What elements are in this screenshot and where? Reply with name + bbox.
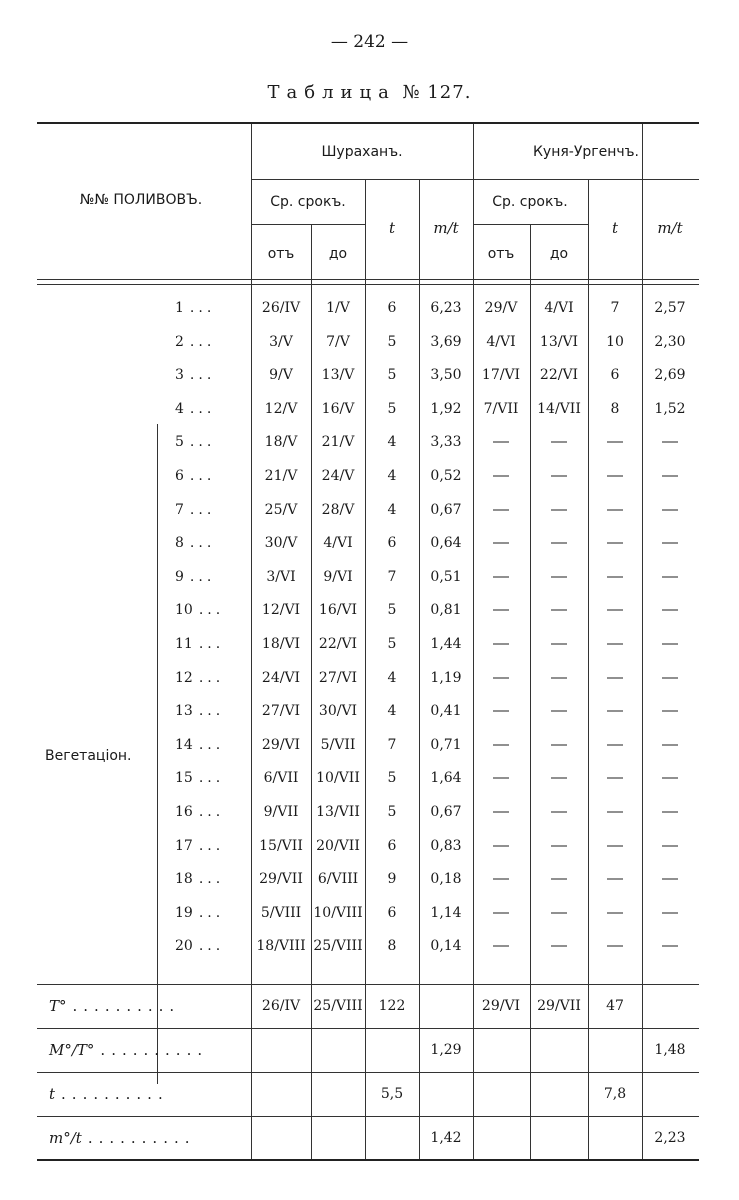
- table-cell: 0,51: [430, 568, 462, 585]
- table-cell: 18/VIII: [256, 938, 306, 955]
- group-label-vegetation: Вегетацiон.: [45, 748, 132, 764]
- summary-label: m°/t ..........: [49, 1129, 196, 1147]
- empty-dash: [607, 644, 623, 645]
- table-cell: 25/V: [264, 501, 298, 518]
- summary-cell: 5,5: [380, 1086, 404, 1102]
- row-number: 8 ...: [175, 535, 216, 552]
- empty-dash: [607, 677, 623, 678]
- table-cell: 0,71: [430, 736, 462, 753]
- table-cell: 3/VI: [266, 568, 296, 585]
- summary-cell: 26/IV: [261, 998, 301, 1014]
- empty-dash: [607, 543, 623, 544]
- table-cell: 7/V: [326, 333, 350, 350]
- table-cell: 13/V: [321, 367, 355, 384]
- empty-dash: [662, 879, 678, 880]
- summary-cell: 1,42: [430, 1130, 462, 1146]
- empty-dash: [662, 845, 678, 846]
- table-cell: 6,23: [430, 300, 462, 316]
- summary-rule: [37, 1116, 699, 1117]
- table-cell: 4/VI: [486, 333, 516, 350]
- empty-dash: [551, 946, 567, 947]
- header-from-1: отъ: [267, 246, 295, 262]
- table-cell: 10: [606, 333, 624, 350]
- empty-dash: [493, 476, 509, 477]
- table-cell: 4: [387, 703, 397, 720]
- col-divider: [311, 224, 312, 1159]
- header-rule: [251, 179, 699, 180]
- empty-dash: [662, 576, 678, 577]
- table-cell: 5/VII: [320, 736, 356, 753]
- table-cell: 0,18: [430, 871, 462, 888]
- row-number-value: 6: [175, 468, 184, 484]
- header-station-kunya-urgench: Куня-Ургенчъ.: [532, 144, 640, 160]
- table-cell: 29/V: [484, 300, 518, 316]
- row-number: 3 ...: [175, 367, 216, 384]
- empty-dash: [493, 543, 509, 544]
- table-cell: 0,67: [430, 804, 462, 820]
- empty-dash: [551, 543, 567, 544]
- summary-label-text: m°/t: [49, 1129, 82, 1147]
- table-cell: 3/V: [269, 333, 293, 350]
- table-cell: 5/VIII: [260, 904, 302, 921]
- row-number: 12 ...: [175, 669, 225, 686]
- header-rule: [251, 224, 365, 225]
- table-cell: 5: [387, 636, 397, 652]
- table-cell: 4: [387, 434, 397, 451]
- empty-dash: [607, 442, 623, 443]
- header-t-2: t: [611, 219, 619, 237]
- empty-dash: [493, 576, 509, 577]
- summary-cell: 29/VII: [537, 998, 581, 1014]
- empty-dash: [551, 476, 567, 477]
- row-number-value: 19: [175, 904, 193, 921]
- table-cell: 22/VI: [318, 636, 358, 652]
- summary-rule: [37, 1072, 699, 1073]
- row-number-value: 14: [175, 736, 193, 753]
- empty-dash: [551, 812, 567, 813]
- table-cell: 2,69: [654, 367, 686, 384]
- summary-cell: 1,29: [430, 1042, 462, 1058]
- table-cell: 26/IV: [261, 300, 301, 316]
- empty-dash: [662, 610, 678, 611]
- empty-dash: [662, 543, 678, 544]
- table-cell: 6: [387, 535, 397, 552]
- table-cell: 2,30: [654, 333, 686, 350]
- table-cell: 3,69: [430, 333, 462, 350]
- row-number-value: 13: [175, 703, 193, 720]
- row-number-value: 1: [175, 300, 184, 316]
- table-cell: 27/VI: [261, 703, 301, 720]
- table-cell: 1,19: [430, 669, 462, 686]
- table-title-number: № 127.: [402, 82, 472, 103]
- empty-dash: [607, 812, 623, 813]
- row-number-value: 5: [175, 434, 184, 451]
- row-number-value: 17: [175, 837, 193, 854]
- empty-dash: [551, 644, 567, 645]
- row-number: 16 ...: [175, 804, 225, 820]
- empty-dash: [662, 912, 678, 913]
- data-table: [37, 122, 699, 1161]
- empty-dash: [662, 509, 678, 510]
- table-cell: 4: [387, 669, 397, 686]
- summary-label-text: t: [49, 1085, 56, 1103]
- col-divider: [588, 179, 589, 1159]
- table-cell: 17/VI: [481, 367, 521, 384]
- empty-dash: [551, 711, 567, 712]
- empty-dash: [662, 711, 678, 712]
- empty-dash: [607, 476, 623, 477]
- row-number-value: 2: [175, 333, 184, 350]
- table-cell: 24/V: [321, 468, 355, 484]
- row-number: 5 ...: [175, 434, 216, 451]
- table-cell: 0,64: [430, 535, 462, 552]
- table-cell: 1/V: [326, 300, 350, 316]
- header-rule: [37, 284, 699, 285]
- table-cell: 21/V: [264, 468, 298, 484]
- empty-dash: [662, 778, 678, 779]
- table-cell: 4: [387, 501, 397, 518]
- summary-cell: 122: [378, 998, 406, 1014]
- empty-dash: [551, 677, 567, 678]
- empty-dash: [551, 912, 567, 913]
- empty-dash: [551, 845, 567, 846]
- header-t-1: t: [388, 219, 396, 237]
- table-cell: 27/VI: [318, 669, 358, 686]
- table-cell: 7/VII: [483, 400, 519, 417]
- table-cell: 1,64: [430, 770, 462, 787]
- row-number-value: 4: [175, 400, 184, 417]
- empty-dash: [493, 812, 509, 813]
- summary-cell: 47: [606, 998, 624, 1014]
- row-number: 2 ...: [175, 333, 216, 350]
- table-cell: 6: [387, 904, 397, 921]
- col-divider: [419, 179, 420, 1159]
- summary-cell: 1,48: [654, 1042, 686, 1058]
- empty-dash: [662, 644, 678, 645]
- empty-dash: [662, 744, 678, 745]
- table-cell: 4/VI: [323, 535, 353, 552]
- table-cell: 5: [387, 367, 397, 384]
- empty-dash: [662, 812, 678, 813]
- header-to-2: до: [549, 246, 569, 262]
- table-cell: 6: [387, 300, 397, 316]
- table-cell: 2,57: [654, 300, 686, 316]
- table-title-prefix: Таблица: [267, 82, 396, 103]
- table-cell: 14/VII: [537, 400, 581, 417]
- table-cell: 9: [387, 871, 397, 888]
- summary-cell: 7,8: [603, 1086, 627, 1102]
- row-number: 17 ...: [175, 837, 225, 854]
- row-number-value: 3: [175, 367, 184, 384]
- table-cell: 1,52: [654, 400, 686, 417]
- table-cell: 30/V: [264, 535, 298, 552]
- table-cell: 16/VI: [318, 602, 358, 619]
- empty-dash: [493, 711, 509, 712]
- empty-dash: [551, 610, 567, 611]
- row-number-value: 18: [175, 871, 193, 888]
- empty-dash: [493, 644, 509, 645]
- table-cell: 24/VI: [261, 669, 301, 686]
- table-cell: 9/VI: [323, 568, 353, 585]
- row-number: 1 ...: [175, 300, 216, 316]
- row-number-value: 11: [175, 636, 193, 652]
- table-cell: 16/V: [321, 400, 355, 417]
- table-cell: 1,92: [430, 400, 462, 417]
- empty-dash: [493, 845, 509, 846]
- table-cell: 4: [387, 468, 397, 484]
- col-divider: [530, 224, 531, 1159]
- table-cell: 18/VI: [261, 636, 301, 652]
- summary-label-text: T°: [49, 997, 67, 1015]
- empty-dash: [493, 677, 509, 678]
- empty-dash: [551, 576, 567, 577]
- empty-dash: [607, 744, 623, 745]
- table-cell: 29/VII: [259, 871, 303, 888]
- table-cell: 0,14: [430, 938, 462, 955]
- empty-dash: [607, 509, 623, 510]
- table-cell: 8: [387, 938, 397, 955]
- empty-dash: [493, 610, 509, 611]
- row-number-value: 10: [175, 602, 193, 619]
- table-cell: 25/VIII: [313, 938, 363, 955]
- table-cell: 28/V: [321, 501, 355, 518]
- row-number: 6 ...: [175, 468, 216, 484]
- page-number: — 242 —: [330, 32, 409, 52]
- table-cell: 5: [387, 770, 397, 787]
- empty-dash: [493, 442, 509, 443]
- table-cell: 6/VII: [263, 770, 299, 787]
- empty-dash: [662, 946, 678, 947]
- row-number: 18 ...: [175, 871, 225, 888]
- table-cell: 12/V: [264, 400, 298, 417]
- table-cell: 9/VII: [263, 804, 299, 820]
- table-cell: 21/V: [321, 434, 355, 451]
- table-cell: 29/VI: [261, 736, 301, 753]
- table-cell: 13/VI: [539, 333, 579, 350]
- row-number: 11 ...: [175, 636, 225, 652]
- table-cell: 0,81: [430, 602, 462, 619]
- table-cell: 30/VI: [318, 703, 358, 720]
- row-number: 9 ...: [175, 568, 216, 585]
- summary-label: T° ..........: [49, 997, 181, 1015]
- empty-dash: [551, 744, 567, 745]
- table-title: [0, 82, 739, 103]
- empty-dash: [607, 879, 623, 880]
- table-cell: 1,14: [430, 904, 462, 921]
- table-cell: 10/VII: [316, 770, 360, 787]
- table-cell: 5: [387, 400, 397, 417]
- header-period-1: Ср. срокъ.: [270, 194, 346, 210]
- summary-cell: 29/VI: [481, 998, 521, 1014]
- table-cell: 6/VIII: [317, 871, 359, 888]
- header-rule: [37, 279, 699, 280]
- summary-cell: 25/VIII: [313, 998, 363, 1014]
- row-number: 14 ...: [175, 736, 225, 753]
- row-number-value: 20: [175, 938, 193, 955]
- header-period-2: Ср. срокъ.: [492, 194, 568, 210]
- empty-dash: [607, 576, 623, 577]
- header-rule: [473, 224, 588, 225]
- row-number: 13 ...: [175, 703, 225, 720]
- summary-label-text: M°/T°: [49, 1041, 95, 1059]
- row-number-value: 15: [175, 770, 193, 787]
- table-cell: 1,44: [430, 636, 462, 652]
- header-to-1: до: [328, 246, 348, 262]
- empty-dash: [551, 442, 567, 443]
- header-mt-1: m/t: [433, 219, 459, 237]
- summary-rule: [37, 1028, 699, 1029]
- empty-dash: [607, 610, 623, 611]
- header-row-label: №№ ПОЛИВОВЪ.: [79, 192, 203, 208]
- empty-dash: [493, 946, 509, 947]
- table-cell: 20/VII: [316, 837, 360, 854]
- table-cell: 18/V: [264, 434, 298, 451]
- row-number: 15 ...: [175, 770, 225, 787]
- table-cell: 4/VI: [544, 300, 574, 316]
- table-cell: 7: [387, 736, 397, 753]
- row-number-value: 9: [175, 568, 184, 585]
- table-cell: 0,67: [430, 501, 462, 518]
- empty-dash: [493, 912, 509, 913]
- table-cell: 7: [610, 300, 620, 316]
- summary-cell: 2,23: [654, 1130, 686, 1146]
- table-cell: 6: [387, 837, 397, 854]
- summary-label: M°/T° ..........: [49, 1041, 209, 1059]
- empty-dash: [493, 778, 509, 779]
- row-number-value: 7: [175, 501, 184, 518]
- empty-dash: [493, 744, 509, 745]
- header-station-shurakhan: Шураханъ.: [321, 144, 403, 160]
- table-cell: 0,41: [430, 703, 462, 720]
- empty-dash: [493, 509, 509, 510]
- summary-rule: [37, 984, 699, 985]
- table-cell: 5: [387, 602, 397, 619]
- empty-dash: [662, 677, 678, 678]
- row-number: 19 ...: [175, 904, 225, 921]
- row-number: 4 ...: [175, 400, 216, 417]
- table-cell: 5: [387, 804, 397, 820]
- empty-dash: [607, 845, 623, 846]
- header-mt-2: m/t: [657, 219, 683, 237]
- row-number-value: 16: [175, 804, 193, 820]
- table-cell: 0,83: [430, 837, 462, 854]
- empty-dash: [551, 879, 567, 880]
- table-cell: 3,33: [430, 434, 462, 451]
- table-cell: 22/VI: [539, 367, 579, 384]
- table-cell: 12/VI: [261, 602, 301, 619]
- table-cell: 8: [610, 400, 620, 417]
- row-number: 7 ...: [175, 501, 216, 518]
- empty-dash: [607, 946, 623, 947]
- row-number-value: 12: [175, 669, 193, 686]
- table-cell: 0,52: [430, 468, 462, 484]
- table-cell: 3,50: [430, 367, 462, 384]
- header-from-2: отъ: [487, 246, 515, 262]
- summary-label: t ..........: [49, 1085, 169, 1103]
- table-cell: 15/VII: [259, 837, 303, 854]
- empty-dash: [607, 711, 623, 712]
- row-number: 10 ...: [175, 602, 225, 619]
- empty-dash: [551, 778, 567, 779]
- empty-dash: [607, 778, 623, 779]
- row-number-value: 8: [175, 535, 184, 552]
- table-cell: 10/VIII: [313, 904, 363, 921]
- empty-dash: [493, 879, 509, 880]
- empty-dash: [662, 442, 678, 443]
- table-cell: 6: [610, 367, 620, 384]
- table-cell: 5: [387, 333, 397, 350]
- group-brace: [157, 424, 158, 1084]
- table-cell: 13/VII: [316, 804, 360, 820]
- table-cell: 9/V: [269, 367, 293, 384]
- table-cell: 7: [387, 568, 397, 585]
- row-number: 20 ...: [175, 938, 225, 955]
- empty-dash: [551, 509, 567, 510]
- col-divider: [365, 179, 366, 1159]
- empty-dash: [607, 912, 623, 913]
- empty-dash: [662, 476, 678, 477]
